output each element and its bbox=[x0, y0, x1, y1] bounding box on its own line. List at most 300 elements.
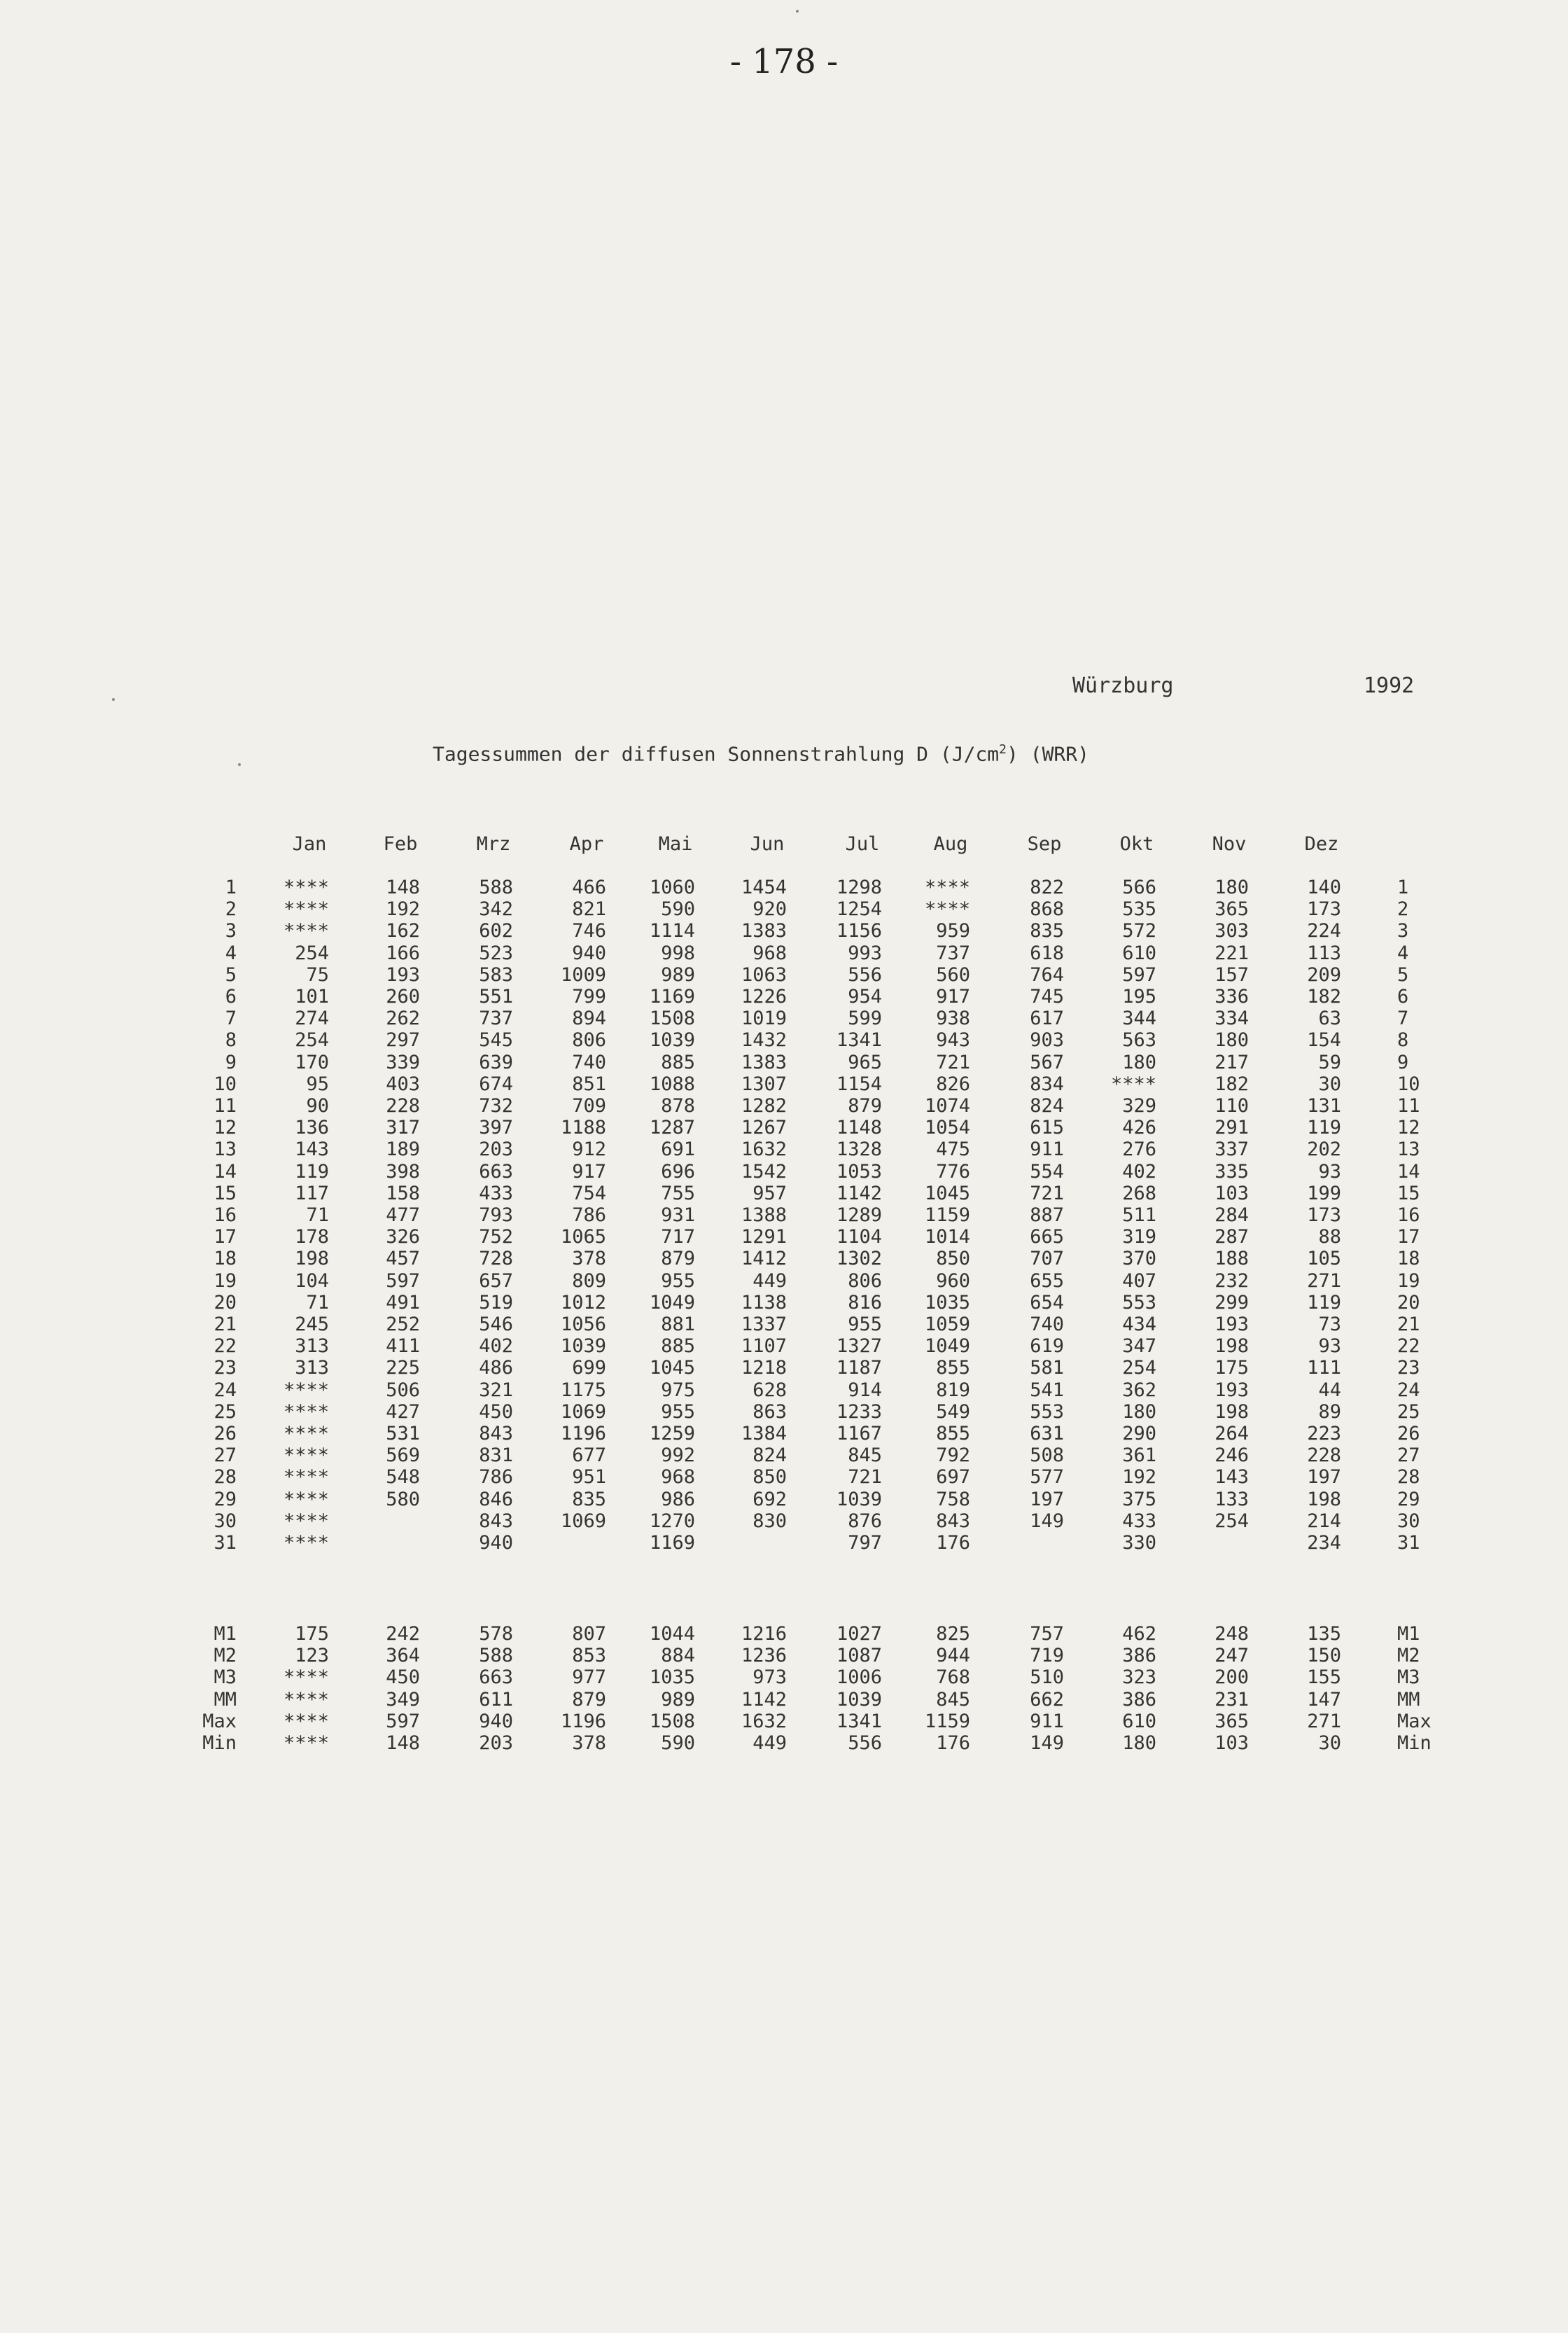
row-label: 31 bbox=[214, 1532, 237, 1554]
table-cell: 193 bbox=[1214, 1314, 1249, 1335]
row-label: 15 bbox=[214, 1182, 237, 1204]
table-cell: 149 bbox=[1030, 1510, 1064, 1532]
stat-cell: 386 bbox=[1122, 1645, 1156, 1667]
table-cell: 228 bbox=[386, 1095, 420, 1117]
table-cell: 717 bbox=[661, 1226, 695, 1248]
table-cell: 986 bbox=[661, 1488, 695, 1510]
row-label-right: 8 bbox=[1397, 1029, 1409, 1052]
month-header: Jul bbox=[845, 833, 880, 855]
stat-label: MM bbox=[214, 1688, 237, 1711]
row-label: 16 bbox=[214, 1204, 237, 1226]
table-cell: 290 bbox=[1122, 1423, 1156, 1444]
table-cell: 541 bbox=[1030, 1379, 1064, 1401]
table-cell: 654 bbox=[1030, 1291, 1064, 1314]
table-cell: 721 bbox=[936, 1051, 970, 1073]
table-cell: 697 bbox=[936, 1466, 970, 1489]
table-cell: 148 bbox=[386, 877, 420, 898]
table-cell: 209 bbox=[1307, 963, 1341, 986]
table-cell: 30 bbox=[1318, 1073, 1341, 1095]
stat-cell: 1044 bbox=[649, 1623, 695, 1645]
table-cell: 252 bbox=[386, 1314, 420, 1335]
table-cell: 397 bbox=[479, 1117, 513, 1139]
table-cell: 225 bbox=[386, 1357, 420, 1379]
table-cell: 173 bbox=[1307, 898, 1341, 921]
stat-cell: 365 bbox=[1214, 1710, 1249, 1732]
table-cell: 535 bbox=[1122, 898, 1156, 921]
row-label-right: 26 bbox=[1397, 1423, 1420, 1444]
table-cell: 378 bbox=[572, 1248, 606, 1270]
table-cell: 566 bbox=[1122, 877, 1156, 898]
row-label-right: 30 bbox=[1397, 1510, 1420, 1532]
table-cell: 1009 bbox=[560, 963, 606, 986]
table-cell: 246 bbox=[1214, 1444, 1249, 1467]
table-cell: 450 bbox=[479, 1400, 513, 1423]
stat-cell: 148 bbox=[386, 1732, 420, 1754]
table-cell: 1059 bbox=[924, 1314, 970, 1335]
stat-cell: 203 bbox=[479, 1732, 513, 1754]
stat-cell: 1142 bbox=[741, 1688, 787, 1711]
table-cell: 202 bbox=[1307, 1138, 1341, 1161]
stat-cell: 1632 bbox=[741, 1710, 787, 1732]
table-cell: 192 bbox=[1122, 1466, 1156, 1489]
table-cell: 955 bbox=[661, 1269, 695, 1292]
table-cell: 1074 bbox=[924, 1095, 970, 1117]
stat-cell: 1341 bbox=[836, 1710, 882, 1732]
table-cell: 583 bbox=[479, 963, 513, 986]
stat-cell: 271 bbox=[1307, 1710, 1341, 1732]
table-cell: 740 bbox=[1030, 1314, 1064, 1335]
stat-cell: 944 bbox=[936, 1645, 970, 1667]
table-cell: 843 bbox=[479, 1423, 513, 1444]
table-cell: 1107 bbox=[741, 1335, 787, 1358]
stat-cell: 449 bbox=[752, 1732, 787, 1754]
table-cell: 879 bbox=[661, 1248, 695, 1270]
stat-cell: 323 bbox=[1122, 1666, 1156, 1689]
table-cell: 674 bbox=[479, 1073, 513, 1095]
stat-cell: 853 bbox=[572, 1645, 606, 1667]
table-cell: 951 bbox=[572, 1466, 606, 1489]
row-label: 24 bbox=[214, 1379, 237, 1401]
stat-cell: 1508 bbox=[649, 1710, 695, 1732]
table-cell: 1267 bbox=[741, 1117, 787, 1139]
stat-cell: 578 bbox=[479, 1623, 513, 1645]
table-cell: 746 bbox=[572, 920, 606, 942]
table-cell: 894 bbox=[572, 1008, 606, 1030]
table-cell: 955 bbox=[848, 1314, 882, 1335]
paper-speck bbox=[796, 10, 799, 13]
table-cell: 876 bbox=[848, 1510, 882, 1532]
stat-cell: 147 bbox=[1307, 1688, 1341, 1711]
stat-label: M2 bbox=[214, 1645, 237, 1667]
table-cell: 599 bbox=[848, 1008, 882, 1030]
row-label: 10 bbox=[214, 1073, 237, 1095]
table-cell: 101 bbox=[295, 986, 329, 1008]
table-cell: 602 bbox=[479, 920, 513, 942]
table-cell: 224 bbox=[1307, 920, 1341, 942]
table-cell: 119 bbox=[1307, 1291, 1341, 1314]
table-cell: 764 bbox=[1030, 963, 1064, 986]
table-cell: 943 bbox=[936, 1029, 970, 1052]
table-cell: 154 bbox=[1307, 1029, 1341, 1052]
table-cell: 93 bbox=[1318, 1160, 1341, 1183]
table-cell: 329 bbox=[1122, 1095, 1156, 1117]
table-cell: 581 bbox=[1030, 1357, 1064, 1379]
table-cell: **** bbox=[283, 1444, 329, 1467]
row-label-right: 15 bbox=[1397, 1182, 1420, 1204]
row-label: 2 bbox=[225, 898, 237, 921]
table-cell: 792 bbox=[936, 1444, 970, 1467]
table-cell: 639 bbox=[479, 1051, 513, 1073]
table-cell: 628 bbox=[752, 1379, 787, 1401]
row-label: 9 bbox=[225, 1051, 237, 1073]
table-cell: 806 bbox=[848, 1269, 882, 1292]
row-label-right: 2 bbox=[1397, 898, 1409, 921]
table-cell: 577 bbox=[1030, 1466, 1064, 1489]
table-cell: 119 bbox=[295, 1160, 329, 1183]
table-cell: 449 bbox=[752, 1269, 787, 1292]
table-cell: 370 bbox=[1122, 1248, 1156, 1270]
table-cell: 903 bbox=[1030, 1029, 1064, 1052]
table-cell: 1383 bbox=[741, 1051, 787, 1073]
table-cell: 580 bbox=[386, 1488, 420, 1510]
table-cell: 885 bbox=[661, 1051, 695, 1073]
row-label-right: 20 bbox=[1397, 1291, 1420, 1314]
table-cell: 696 bbox=[661, 1160, 695, 1183]
table-cell: 1065 bbox=[560, 1226, 606, 1248]
table-cell: 917 bbox=[572, 1160, 606, 1183]
table-cell: 968 bbox=[752, 942, 787, 964]
table-cell: 786 bbox=[572, 1204, 606, 1226]
row-label: 12 bbox=[214, 1117, 237, 1139]
row-label: 21 bbox=[214, 1314, 237, 1335]
month-header: Nov bbox=[1212, 833, 1247, 855]
stat-cell: 150 bbox=[1307, 1645, 1341, 1667]
stat-cell: 349 bbox=[386, 1688, 420, 1711]
table-cell: 657 bbox=[479, 1269, 513, 1292]
table-cell: 1287 bbox=[649, 1117, 695, 1139]
stat-label: M3 bbox=[214, 1666, 237, 1689]
table-cell: 75 bbox=[306, 963, 329, 986]
table-cell: 398 bbox=[386, 1160, 420, 1183]
table-cell: 1063 bbox=[741, 963, 787, 986]
table-cell: 339 bbox=[386, 1051, 420, 1073]
table-cell: 403 bbox=[386, 1073, 420, 1095]
table-cell: 1035 bbox=[924, 1291, 970, 1314]
stat-cell: 663 bbox=[479, 1666, 513, 1689]
table-cell: 551 bbox=[479, 986, 513, 1008]
stat-cell: 556 bbox=[848, 1732, 882, 1754]
row-label: 6 bbox=[225, 986, 237, 1008]
table-cell: 337 bbox=[1214, 1138, 1249, 1161]
row-label-right: 27 bbox=[1397, 1444, 1420, 1467]
table-cell: 855 bbox=[936, 1357, 970, 1379]
table-cell: 1060 bbox=[649, 877, 695, 898]
row-label: 29 bbox=[214, 1488, 237, 1510]
table-cell: 692 bbox=[752, 1488, 787, 1510]
table-cell: 1175 bbox=[560, 1379, 606, 1401]
table-cell: 1388 bbox=[741, 1204, 787, 1226]
table-cell: 402 bbox=[1122, 1160, 1156, 1183]
stat-cell: 845 bbox=[936, 1688, 970, 1711]
table-cell: 1019 bbox=[741, 1008, 787, 1030]
table-cell: 563 bbox=[1122, 1029, 1156, 1052]
table-cell: 284 bbox=[1214, 1204, 1249, 1226]
table-cell: 821 bbox=[572, 898, 606, 921]
table-cell: 1337 bbox=[741, 1314, 787, 1335]
table-cell: 217 bbox=[1214, 1051, 1249, 1073]
table-cell: 197 bbox=[1030, 1488, 1064, 1510]
table-cell: 960 bbox=[936, 1269, 970, 1292]
table-cell: 1169 bbox=[649, 1532, 695, 1554]
table-cell: 1508 bbox=[649, 1008, 695, 1030]
table-cell: 254 bbox=[1122, 1357, 1156, 1379]
table-cell: 940 bbox=[572, 942, 606, 964]
table-cell: 822 bbox=[1030, 877, 1064, 898]
table-cell: 335 bbox=[1214, 1160, 1249, 1183]
table-cell: 881 bbox=[661, 1314, 695, 1335]
table-cell: 548 bbox=[386, 1466, 420, 1489]
table-cell: 170 bbox=[295, 1051, 329, 1073]
table-cell: 868 bbox=[1030, 898, 1064, 921]
stat-cell: 200 bbox=[1214, 1666, 1249, 1689]
table-cell: 1196 bbox=[560, 1423, 606, 1444]
row-label: 14 bbox=[214, 1160, 237, 1183]
table-cell: 776 bbox=[936, 1160, 970, 1183]
table-cell: 998 bbox=[661, 942, 695, 964]
stat-cell: 884 bbox=[661, 1645, 695, 1667]
table-cell: 182 bbox=[1307, 986, 1341, 1008]
table-cell: 71 bbox=[306, 1291, 329, 1314]
table-cell: 846 bbox=[479, 1488, 513, 1510]
stat-cell: 30 bbox=[1318, 1732, 1341, 1754]
station-name: Würzburg bbox=[1072, 674, 1174, 698]
table-cell: 1069 bbox=[560, 1400, 606, 1423]
table-cell: 88 bbox=[1318, 1226, 1341, 1248]
stat-label-right: M1 bbox=[1397, 1623, 1420, 1645]
table-cell: 228 bbox=[1307, 1444, 1341, 1467]
table-cell: 508 bbox=[1030, 1444, 1064, 1467]
stat-cell: 176 bbox=[936, 1732, 970, 1754]
table-cell: 754 bbox=[572, 1182, 606, 1204]
row-label-right: 14 bbox=[1397, 1160, 1420, 1183]
table-cell: 1039 bbox=[836, 1488, 882, 1510]
page-number: - 178 - bbox=[729, 42, 839, 81]
table-cell: 365 bbox=[1214, 898, 1249, 921]
table-cell: 556 bbox=[848, 963, 882, 986]
table-cell: 90 bbox=[306, 1095, 329, 1117]
table-cell: 665 bbox=[1030, 1226, 1064, 1248]
table-cell: 1045 bbox=[649, 1357, 695, 1379]
row-label-right: 19 bbox=[1397, 1269, 1420, 1292]
table-cell: 1187 bbox=[836, 1357, 882, 1379]
table-cell: 1154 bbox=[836, 1073, 882, 1095]
row-label: 7 bbox=[225, 1008, 237, 1030]
row-label: 1 bbox=[225, 877, 237, 898]
table-cell: 1012 bbox=[560, 1291, 606, 1314]
table-cell: 954 bbox=[848, 986, 882, 1008]
table-cell: 136 bbox=[295, 1117, 329, 1139]
table-cell: 1328 bbox=[836, 1138, 882, 1161]
stat-cell: 1087 bbox=[836, 1645, 882, 1667]
table-cell: 931 bbox=[661, 1204, 695, 1226]
table-cell: 234 bbox=[1307, 1532, 1341, 1554]
table-cell: 1233 bbox=[836, 1400, 882, 1423]
row-label: 25 bbox=[214, 1400, 237, 1423]
table-cell: 221 bbox=[1214, 942, 1249, 964]
table-cell: 699 bbox=[572, 1357, 606, 1379]
table-cell: 677 bbox=[572, 1444, 606, 1467]
table-cell: 1054 bbox=[924, 1117, 970, 1139]
table-cell: 299 bbox=[1214, 1291, 1249, 1314]
table-cell: 1291 bbox=[741, 1226, 787, 1248]
table-cell: 434 bbox=[1122, 1314, 1156, 1335]
stat-label: Min bbox=[202, 1732, 237, 1754]
table-cell: 113 bbox=[1307, 942, 1341, 964]
table-cell: 361 bbox=[1122, 1444, 1156, 1467]
table-cell: 1218 bbox=[741, 1357, 787, 1379]
table-cell: 336 bbox=[1214, 986, 1249, 1008]
stat-cell: 462 bbox=[1122, 1623, 1156, 1645]
table-cell: **** bbox=[283, 1423, 329, 1444]
table-cell: 254 bbox=[295, 1029, 329, 1052]
table-cell: 993 bbox=[848, 942, 882, 964]
table-cell: 567 bbox=[1030, 1051, 1064, 1073]
row-label-right: 6 bbox=[1397, 986, 1409, 1008]
table-cell: 297 bbox=[386, 1029, 420, 1052]
table-cell: 402 bbox=[479, 1335, 513, 1358]
table-cell: 254 bbox=[1214, 1510, 1249, 1532]
table-cell: **** bbox=[283, 1510, 329, 1532]
table-cell: 362 bbox=[1122, 1379, 1156, 1401]
table-cell: 845 bbox=[848, 1444, 882, 1467]
table-cell: **** bbox=[1110, 1073, 1156, 1095]
row-label: 19 bbox=[214, 1269, 237, 1292]
table-cell: 957 bbox=[752, 1182, 787, 1204]
table-cell: 342 bbox=[479, 898, 513, 921]
table-cell: 826 bbox=[936, 1073, 970, 1095]
stat-cell: 155 bbox=[1307, 1666, 1341, 1689]
table-cell: 1412 bbox=[741, 1248, 787, 1270]
stat-cell: 450 bbox=[386, 1666, 420, 1689]
table-cell: 180 bbox=[1214, 1029, 1249, 1052]
stat-cell: 879 bbox=[572, 1688, 606, 1711]
table-title bbox=[433, 742, 1089, 765]
table-cell: 203 bbox=[479, 1138, 513, 1161]
table-cell: 197 bbox=[1307, 1466, 1341, 1489]
month-header: Okt bbox=[1119, 833, 1154, 855]
table-cell: 1341 bbox=[836, 1029, 882, 1052]
row-label-right: 18 bbox=[1397, 1248, 1420, 1270]
paper-speck bbox=[238, 763, 241, 766]
stat-cell: 590 bbox=[661, 1732, 695, 1754]
table-cell: 319 bbox=[1122, 1226, 1156, 1248]
table-cell: **** bbox=[283, 1400, 329, 1423]
stat-cell: 662 bbox=[1030, 1688, 1064, 1711]
table-cell: 433 bbox=[1122, 1510, 1156, 1532]
table-cell: 199 bbox=[1307, 1182, 1341, 1204]
table-cell: 426 bbox=[1122, 1117, 1156, 1139]
table-cell: 486 bbox=[479, 1357, 513, 1379]
table-cell: 797 bbox=[848, 1532, 882, 1554]
table-cell: 119 bbox=[1307, 1117, 1341, 1139]
stat-cell: 510 bbox=[1030, 1666, 1064, 1689]
table-cell: 885 bbox=[661, 1335, 695, 1358]
table-cell: 198 bbox=[1307, 1488, 1341, 1510]
table-cell: 572 bbox=[1122, 920, 1156, 942]
table-cell: 590 bbox=[661, 898, 695, 921]
table-cell: 407 bbox=[1122, 1269, 1156, 1292]
table-cell: 103 bbox=[1214, 1182, 1249, 1204]
table-cell: 344 bbox=[1122, 1008, 1156, 1030]
table-cell: 989 bbox=[661, 963, 695, 986]
table-cell: 166 bbox=[386, 942, 420, 964]
table-cell: 745 bbox=[1030, 986, 1064, 1008]
title-text: Tagessummen der diffusen Sonnenstrahlung D (J/cm bbox=[433, 742, 1000, 766]
table-cell: 560 bbox=[936, 963, 970, 986]
table-cell: 1167 bbox=[836, 1423, 882, 1444]
stat-cell: 610 bbox=[1122, 1710, 1156, 1732]
table-cell: 597 bbox=[1122, 963, 1156, 986]
row-label: 11 bbox=[214, 1095, 237, 1117]
row-label: 3 bbox=[225, 920, 237, 942]
stat-cell: 1039 bbox=[836, 1688, 882, 1711]
stat-label-right: Min bbox=[1397, 1732, 1432, 1754]
stat-cell: 597 bbox=[386, 1710, 420, 1732]
table-cell: 831 bbox=[479, 1444, 513, 1467]
table-cell: 835 bbox=[572, 1488, 606, 1510]
table-cell: 691 bbox=[661, 1138, 695, 1161]
table-cell: 553 bbox=[1122, 1291, 1156, 1314]
table-cell: 824 bbox=[1030, 1095, 1064, 1117]
table-cell: 879 bbox=[848, 1095, 882, 1117]
table-cell: 330 bbox=[1122, 1532, 1156, 1554]
table-cell: **** bbox=[283, 1379, 329, 1401]
table-cell: 618 bbox=[1030, 942, 1064, 964]
table-cell: 569 bbox=[386, 1444, 420, 1467]
table-cell: 73 bbox=[1318, 1314, 1341, 1335]
table-cell: 917 bbox=[936, 986, 970, 1008]
table-cell: 1159 bbox=[924, 1204, 970, 1226]
row-label-right: 5 bbox=[1397, 963, 1409, 986]
table-cell: **** bbox=[283, 898, 329, 921]
row-label: 17 bbox=[214, 1226, 237, 1248]
stat-cell: 768 bbox=[936, 1666, 970, 1689]
table-cell: 1259 bbox=[649, 1423, 695, 1444]
stat-cell: 719 bbox=[1030, 1645, 1064, 1667]
table-cell: 663 bbox=[479, 1160, 513, 1183]
row-label-right: 11 bbox=[1397, 1095, 1420, 1117]
stat-cell: **** bbox=[283, 1710, 329, 1732]
table-cell: 188 bbox=[1214, 1248, 1249, 1270]
table-cell: 819 bbox=[936, 1379, 970, 1401]
stat-cell: 1216 bbox=[741, 1623, 787, 1645]
stat-label: Max bbox=[202, 1710, 237, 1732]
table-cell: 631 bbox=[1030, 1423, 1064, 1444]
table-cell: 1307 bbox=[741, 1073, 787, 1095]
stat-cell: 242 bbox=[386, 1623, 420, 1645]
table-cell: 105 bbox=[1307, 1248, 1341, 1270]
table-cell: 617 bbox=[1030, 1008, 1064, 1030]
table-cell: **** bbox=[283, 1488, 329, 1510]
table-cell: 178 bbox=[295, 1226, 329, 1248]
row-label: 30 bbox=[214, 1510, 237, 1532]
table-cell: 709 bbox=[572, 1095, 606, 1117]
row-label: 23 bbox=[214, 1357, 237, 1379]
row-label-right: 12 bbox=[1397, 1117, 1420, 1139]
table-cell: 835 bbox=[1030, 920, 1064, 942]
table-cell: 619 bbox=[1030, 1335, 1064, 1358]
row-label-right: 7 bbox=[1397, 1008, 1409, 1030]
